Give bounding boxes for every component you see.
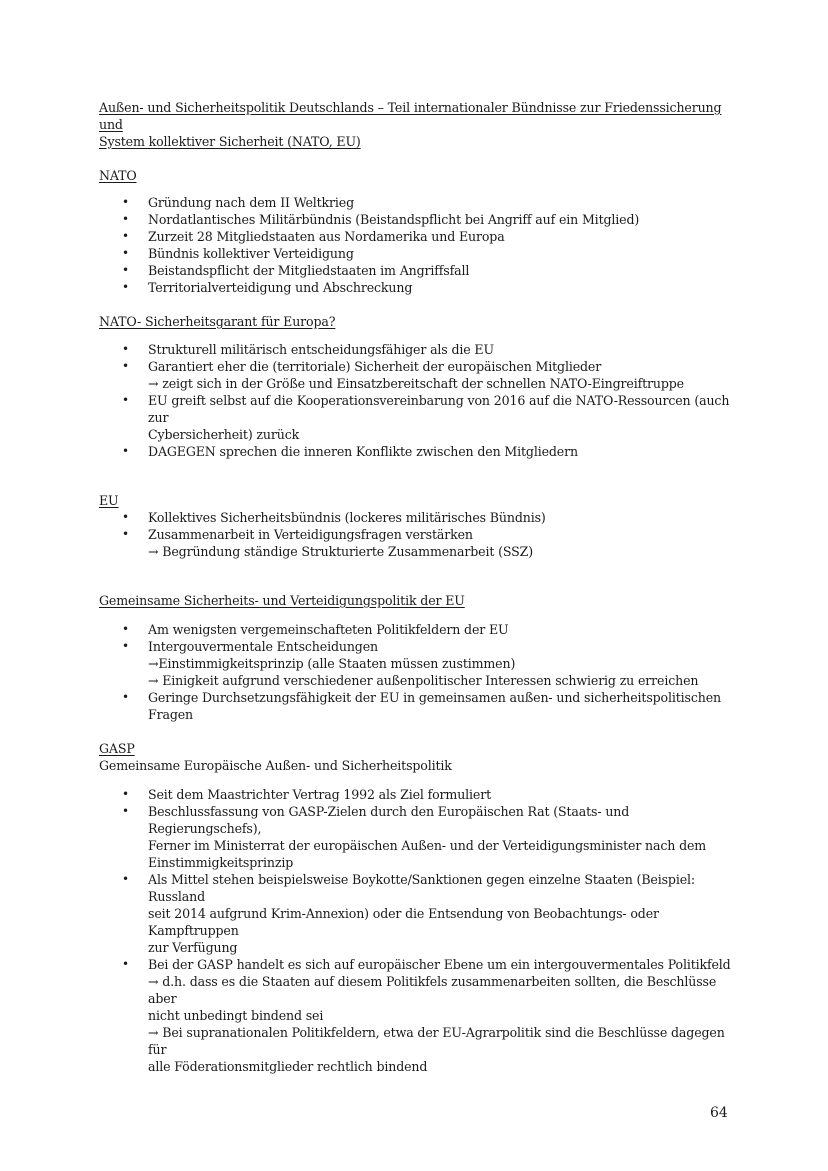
list-item [99, 358, 739, 392]
list-item [99, 526, 739, 560]
title-line-2: System kollektiver Sicherheit (NATO, EU) [99, 134, 361, 149]
sub-point: → d.h. dass es die Staaten auf diesem Politikfels zusammenarbeiten sollten, die Beschlüsse aber [148, 974, 717, 1006]
list-item: • Gründung nach dem II Weltkrieg [99, 194, 739, 211]
eu-list [99, 509, 739, 560]
list-item-text: • Intergouvermentale Entscheidungen [148, 639, 378, 654]
list-item-text: zur Verfügung [148, 940, 238, 955]
list-item-text: seit 2014 aufgrund Krim-Annexion) oder die Entsendung von Beobachtungs- oder Kampftruppen [148, 906, 659, 938]
list-item-text: • Als Mittel stehen beispielsweise Boykotte/Sanktionen gegen einzelne Staaten (Beispiel: Russland [148, 872, 695, 904]
gasp-subheading: Gemeinsame Europäische Außen- und Sicherheitspolitik [99, 758, 452, 773]
list-item-text: • Beschlussfassung von GASP-Zielen durch den Europäischen Rat (Staats- und Regierungschefs), [148, 804, 630, 836]
sub-point: → Einigkeit aufgrund verschiedener außenpolitischer Interessen schwierig zu erreichen [148, 673, 699, 688]
list-item: • DAGEGEN sprechen die inneren Konflikte zwischen den Mitgliedern [99, 443, 739, 460]
list-item [99, 871, 739, 956]
list-item: • Am wenigsten vergemeinschafteten Politikfeldern der EU [99, 621, 739, 638]
list-item: • Seit dem Maastrichter Vertrag 1992 als Ziel formuliert [99, 786, 739, 803]
gasp-heading: GASP [99, 741, 135, 756]
sub-point: → Begründung ständige Strukturierte Zusammenarbeit (SSZ) [148, 544, 533, 559]
list-item [99, 638, 739, 689]
list-item-text: • Bei der GASP handelt es sich auf europäischer Ebene um ein intergouvermentales Politikfeld [148, 957, 731, 972]
title-line-1: Außen- und Sicherheitspolitik Deutschlands – Teil internationaler Bündnisse zur Friedenssicherung und [99, 100, 722, 132]
list-item: • Territorialverteidigung und Abschreckung [99, 279, 739, 296]
page-number: 64 [710, 1105, 728, 1121]
gsvp-list [99, 621, 739, 723]
nato-heading: NATO [99, 168, 137, 183]
list-item-text: • Geringe Durchsetzungsfähigkeit der EU in gemeinsamen außen- und sicherheitspolitischen [148, 690, 721, 705]
list-item-text: Ferner im Ministerrat der europäischen Außen- und der Verteidigungsminister nach dem [148, 838, 707, 853]
document-title [99, 99, 739, 150]
list-item: • Zurzeit 28 Mitgliedstaaten aus Nordamerika und Europa [99, 228, 739, 245]
list-item-text: Einstimmigkeitsprinzip [148, 855, 294, 870]
sub-point: → zeigt sich in der Größe und Einsatzbereitschaft der schnellen NATO-Eingreiftruppe [148, 376, 684, 391]
document-body [99, 99, 739, 1075]
list-item: • Nordatlantisches Militärbündnis (Beistandspflicht bei Angriff auf ein Mitglied) [99, 211, 739, 228]
list-item [99, 689, 739, 723]
list-item [99, 803, 739, 871]
nato-list [99, 194, 739, 296]
list-item-text: • Zusammenarbeit in Verteidigungsfragen verstärken [148, 527, 473, 542]
sub-point: alle Föderationsmitglieder rechtlich bindend [148, 1059, 428, 1074]
list-item: • Beistandspflicht der Mitgliedstaaten im Angriffsfall [99, 262, 739, 279]
gasp-list [99, 786, 739, 1075]
nato-guarantor-list [99, 341, 739, 460]
list-item: • Kollektives Sicherheitsbündnis (lockeres militärisches Bündnis) [99, 509, 739, 526]
list-item-text: Fragen [148, 707, 193, 722]
list-item-text: • Garantiert eher die (territoriale) Sicherheit der europäischen Mitglieder [148, 359, 602, 374]
list-item [99, 392, 739, 443]
sub-point: →Einstimmigkeitsprinzip (alle Staaten müssen zustimmen) [148, 656, 516, 671]
list-item [99, 956, 739, 1075]
list-item: • Strukturell militärisch entscheidungsfähiger als die EU [99, 341, 739, 358]
gsvp-heading: Gemeinsame Sicherheits- und Verteidigungspolitik der EU [99, 593, 465, 608]
sub-point: nicht unbedingt bindend sei [148, 1008, 324, 1023]
list-item-text: Cybersicherheit) zurück [148, 427, 300, 442]
list-item: • Bündnis kollektiver Verteidigung [99, 245, 739, 262]
list-item-text: • EU greift selbst auf die Kooperationsvereinbarung von 2016 auf die NATO-Ressourcen (auch zur [148, 393, 730, 425]
eu-heading: EU [99, 493, 119, 508]
nato-guarantor-heading: NATO- Sicherheitsgarant für Europa? [99, 314, 336, 329]
sub-point: → Bei supranationalen Politikfeldern, etwa der EU-Agrarpolitik sind die Beschlüsse dagegen für [148, 1025, 725, 1057]
